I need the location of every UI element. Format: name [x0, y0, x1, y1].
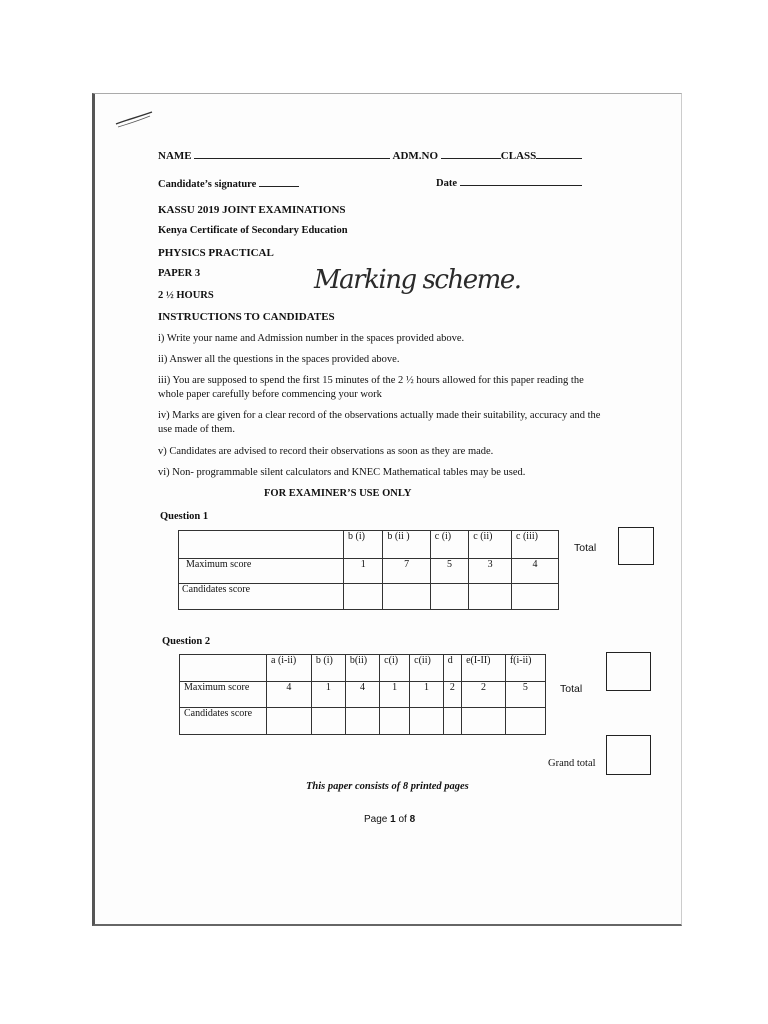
q2-max-score: 1: [410, 682, 444, 708]
q1-max-score: 5: [430, 559, 469, 584]
q2-cand-score-cell[interactable]: [462, 708, 506, 735]
instruction-vi: vi) Non- programmable silent calculators and KNEC Mathematical tables may be used.: [158, 467, 526, 478]
instruction-iv: iv) Marks are given for a clear record of the observations actually made their suitability, accuracy and the: [158, 410, 601, 421]
date-field[interactable]: [460, 176, 582, 186]
subject-title: PHYSICS PRACTICAL: [158, 247, 274, 259]
pages-note: This paper consists of 8 printed pages: [306, 781, 469, 792]
adm-field[interactable]: [441, 149, 501, 159]
page-prefix: Page: [364, 814, 391, 825]
q1-cand-score-cell[interactable]: [344, 584, 383, 610]
q1-col-header: b (ii ): [383, 531, 430, 559]
instruction-ii: ii) Answer all the questions in the spaces provided above.: [158, 354, 400, 365]
q2-cand-score-cell[interactable]: [311, 708, 345, 735]
page-of: of: [395, 814, 410, 825]
q2-total-box[interactable]: [606, 652, 651, 691]
q1-cand-score-cell[interactable]: [469, 584, 512, 610]
handwritten-text: Marking scheme.: [314, 265, 522, 295]
q2-max-score: 1: [311, 682, 345, 708]
q2-cand-score-cell[interactable]: [345, 708, 379, 735]
pen-mark: [112, 108, 156, 130]
q2-col-header: c(i): [380, 655, 410, 682]
q2-col-header: d: [443, 655, 461, 682]
table-row: [179, 584, 559, 610]
exam-sheet: [92, 93, 682, 926]
q1-col-header: c (i): [430, 531, 469, 559]
q2-max-score: 4: [345, 682, 379, 708]
q2-col-header: b(ii): [345, 655, 379, 682]
name-row: [158, 149, 582, 162]
q2-cand-score-cell[interactable]: [380, 708, 410, 735]
table-header-row: [180, 655, 546, 682]
signature-row: [158, 177, 299, 190]
class-field[interactable]: [536, 149, 582, 159]
table-row: [180, 682, 546, 708]
q2-col-header: c(ii): [410, 655, 444, 682]
q1-max-score: 7: [383, 559, 430, 584]
question1-label: Question 1: [160, 511, 209, 522]
table-row: [179, 559, 559, 584]
table-corner-cell: [179, 531, 344, 559]
instruction-iv-cont: use made of them.: [158, 424, 235, 435]
q2-max-label: Maximum score: [180, 682, 267, 708]
q1-col-header: c (ii): [469, 531, 512, 559]
duration: 2 ½ HOURS: [158, 290, 214, 301]
q1-cand-score-cell[interactable]: [512, 584, 559, 610]
q2-max-score: 4: [267, 682, 312, 708]
q1-cand-score-cell[interactable]: [383, 584, 430, 610]
q1-total-box[interactable]: [618, 527, 654, 565]
table-row: [180, 708, 546, 735]
signature-label: Candidate’s signature: [158, 179, 257, 190]
q1-max-score: 4: [512, 559, 559, 584]
exam-title: KASSU 2019 JOINT EXAMINATIONS: [158, 204, 346, 216]
q2-cand-score-cell[interactable]: [505, 708, 545, 735]
q1-max-label: Maximum score: [179, 559, 344, 584]
page-number: [364, 814, 415, 825]
q2-total-label: Total: [560, 683, 583, 695]
q1-max-score: 3: [469, 559, 512, 584]
instruction-i: i) Write your name and Admission number in the spaces provided above.: [158, 333, 465, 344]
adm-label: ADM.NO: [392, 150, 439, 162]
q2-col-header: f(i-ii): [505, 655, 545, 682]
page-total: 8: [409, 814, 416, 825]
q1-total-label: Total: [574, 542, 597, 554]
q2-cand-score-cell[interactable]: [410, 708, 444, 735]
grand-total-label: Grand total: [548, 758, 596, 769]
q2-col-header: b (i): [311, 655, 345, 682]
table-header-row: [179, 531, 559, 559]
q2-max-score: 5: [505, 682, 545, 708]
question2-label: Question 2: [162, 636, 211, 647]
q2-col-header: a (i-ii): [267, 655, 312, 682]
grand-total-box[interactable]: [606, 735, 651, 775]
instruction-iii-cont: whole paper carefully before commencing your work: [158, 389, 382, 400]
q2-max-score: 2: [443, 682, 461, 708]
name-label: NAME: [158, 150, 192, 162]
instruction-iii: iii) You are supposed to spend the first 15 minutes of the 2 ½ hours allowed for this paper reading the: [158, 375, 584, 386]
date-row: [436, 176, 582, 189]
q1-max-score: 1: [344, 559, 383, 584]
certificate-title: Kenya Certificate of Secondary Education: [158, 225, 348, 236]
table-corner-cell: [180, 655, 267, 682]
examiner-heading: FOR EXAMINER’S USE ONLY: [264, 488, 412, 499]
q1-col-header: c (iii): [512, 531, 559, 559]
q1-cand-label: Candidates score: [179, 584, 344, 610]
signature-field[interactable]: [259, 177, 299, 187]
question2-score-table: [179, 654, 546, 735]
name-field[interactable]: [194, 149, 390, 159]
class-label: CLASS: [500, 150, 537, 162]
q2-cand-score-cell[interactable]: [443, 708, 461, 735]
paper-number: PAPER 3: [158, 268, 201, 279]
q2-cand-score-cell[interactable]: [267, 708, 312, 735]
q2-cand-label: Candidates score: [180, 708, 267, 735]
q2-col-header: e(I-II): [462, 655, 506, 682]
date-label: Date: [436, 178, 457, 189]
q2-max-score: 2: [462, 682, 506, 708]
q1-col-header: b (i): [344, 531, 383, 559]
q1-cand-score-cell[interactable]: [430, 584, 469, 610]
page-current: 1: [390, 814, 396, 825]
instruction-v: v) Candidates are advised to record their observations as soon as they are made.: [158, 446, 494, 457]
q2-max-score: 1: [380, 682, 410, 708]
handwritten-annotation: [312, 258, 532, 298]
question1-score-table: [178, 530, 559, 610]
instructions-heading: INSTRUCTIONS TO CANDIDATES: [158, 311, 335, 323]
